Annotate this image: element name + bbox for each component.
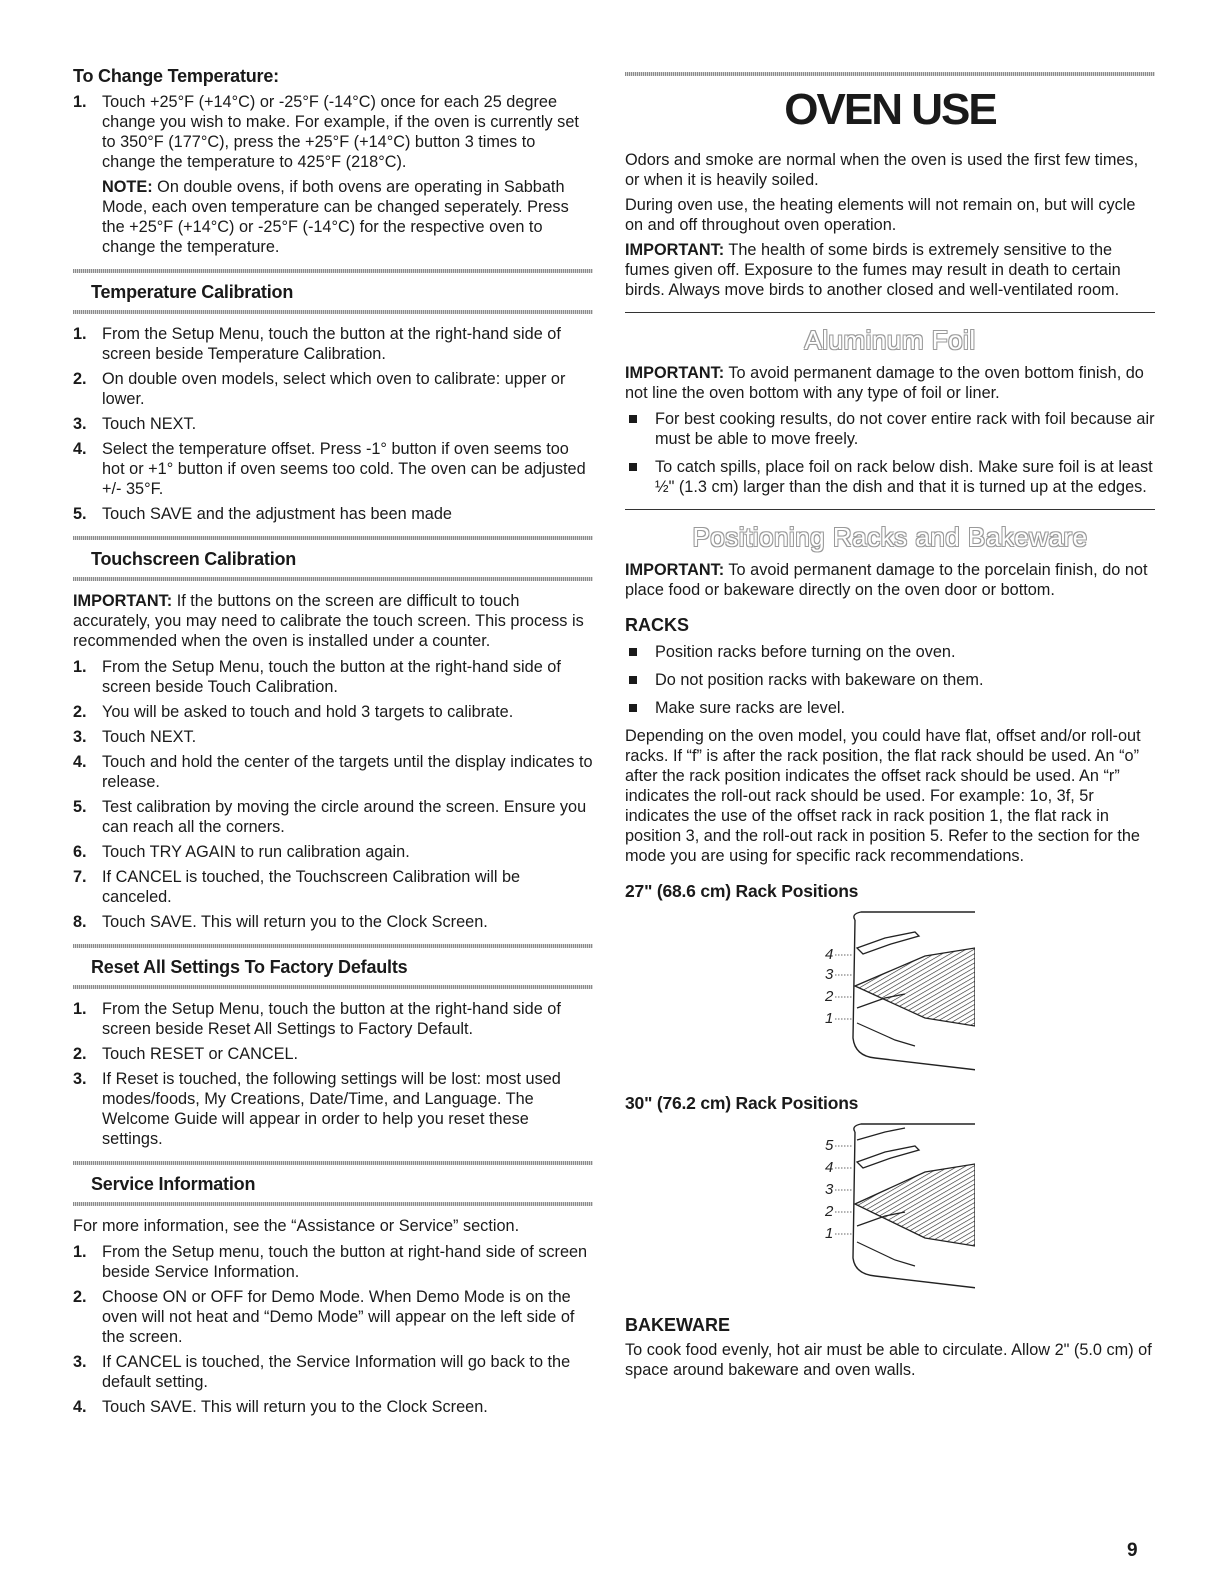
list-item <box>625 409 1155 449</box>
reset-settings-steps <box>73 999 593 1149</box>
list-item <box>73 797 593 837</box>
rack-label: 1 <box>825 1225 834 1242</box>
list-item <box>73 1044 593 1064</box>
temperature-calibration-header <box>73 269 593 314</box>
section-title: Service Information <box>91 1174 256 1194</box>
step-text: From the Setup menu, touch the button at right-hand side of screen beside Service Information. <box>102 1243 588 1281</box>
step-text: Touch TRY AGAIN to run calibration again. <box>102 843 410 861</box>
birds-important-paragraph <box>625 240 1155 300</box>
step-text: Touch +25°F (+14°C) or -25°F (-14°C) once for each 25 degree change you wish to make. For example, if the oven is currently set to 350°F (177°C), press the +25°F (+14°C) button 3 times to change the temperature to 425°F (218°C). <box>102 93 579 171</box>
list-item <box>73 912 593 932</box>
touchscreen-calibration-steps <box>73 657 593 932</box>
step-text: From the Setup Menu, touch the button at the right-hand side of screen beside Touch Calibration. <box>102 658 561 696</box>
list-item <box>73 727 593 747</box>
section-rule-bottom <box>73 310 593 314</box>
service-information-steps <box>73 1242 593 1417</box>
rack-label: 2 <box>825 1203 834 1220</box>
section-rule-bottom <box>73 577 593 581</box>
important-text: If the buttons on the screen are difficult to touch accurately, you may need to calibrate the touch screen. This process is recommended when the oven is installed under a counter. <box>73 592 584 650</box>
note-text: On double ovens, if both ovens are operating in Sabbath Mode, each oven temperature can be changed seperately. Press the +25°F (+14°C) or -25°F (-14°C) for the respective oven to change the temperature. <box>102 178 569 256</box>
step-text: Touch SAVE. This will return you to the Clock Screen. <box>102 1398 488 1416</box>
list-item <box>73 324 593 364</box>
section-rule-bottom <box>73 1202 593 1206</box>
section-divider <box>625 509 1155 510</box>
step-number: 1. <box>73 1243 87 1261</box>
list-item <box>625 457 1155 497</box>
important-text: To avoid permanent damage to the porcelain finish, do not place food or bakeware directly on the oven door or bottom. <box>625 561 1148 599</box>
step-number: 1. <box>73 325 87 343</box>
list-item <box>73 439 593 499</box>
step-text: If CANCEL is touched, the Service Information will go back to the default setting. <box>102 1353 571 1391</box>
list-item <box>73 1069 593 1149</box>
step-text: From the Setup Menu, touch the button at the right-hand side of screen beside Temperature Calibration. <box>102 325 561 363</box>
list-item <box>73 702 593 722</box>
temperature-calibration-steps <box>73 324 593 524</box>
list-item <box>625 642 1155 662</box>
step-text: You will be asked to touch and hold 3 targets to calibrate. <box>102 703 514 721</box>
list-item <box>73 92 593 172</box>
right-column <box>625 64 1155 1385</box>
important-label: IMPORTANT: <box>625 241 725 259</box>
list-item <box>73 999 593 1039</box>
important-label: IMPORTANT: <box>625 364 725 382</box>
change-temperature-heading: To Change Temperature: <box>73 66 279 86</box>
list-item <box>73 1397 593 1417</box>
bullet-text: Position racks before turning on the oven. <box>655 643 956 661</box>
rack-positions-30-heading: 30" (76.2 cm) Rack Positions <box>625 1093 859 1113</box>
rack-label: 5 <box>825 1137 834 1154</box>
step-number: 3. <box>73 1353 87 1371</box>
bakeware-heading: BAKEWARE <box>625 1315 731 1335</box>
list-item <box>73 657 593 697</box>
list-item <box>73 752 593 792</box>
step-number: 4. <box>73 440 87 458</box>
service-information-header <box>73 1161 593 1206</box>
list-item <box>625 698 1155 718</box>
bullet-square-icon <box>629 463 637 471</box>
bullet-square-icon <box>629 704 637 712</box>
bullet-text: Make sure racks are level. <box>655 699 846 717</box>
section-divider <box>625 312 1155 313</box>
step-number: 4. <box>73 1398 87 1416</box>
foil-important-paragraph <box>625 363 1155 403</box>
step-number: 2. <box>73 1288 87 1306</box>
step-number: 2. <box>73 370 87 388</box>
aluminum-foil-title: Aluminum Foil <box>804 325 976 355</box>
touchscreen-important-paragraph <box>73 591 593 651</box>
rack-positions-27-heading: 27" (68.6 cm) Rack Positions <box>625 881 859 901</box>
list-item <box>73 842 593 862</box>
step-number: 3. <box>73 1070 87 1088</box>
bullet-text: For best cooking results, do not cover entire rack with foil because air must be able to move freely. <box>655 410 1155 448</box>
list-item <box>73 369 593 409</box>
positioning-racks-title: Positioning Racks and Bakeware <box>692 522 1088 552</box>
step-text: Touch NEXT. <box>102 415 197 433</box>
step-number: 8. <box>73 913 87 931</box>
step-number: 6. <box>73 843 87 861</box>
rack-label: 4 <box>825 946 834 963</box>
bullet-square-icon <box>629 648 637 656</box>
step-text: Choose ON or OFF for Demo Mode. When Demo Mode is on the oven will not heat and “Demo Mode” will appear on the left side of the screen. <box>102 1288 575 1346</box>
bullet-text: Do not position racks with bakeware on them. <box>655 671 984 689</box>
step-text: If CANCEL is touched, the Touchscreen Calibration will be canceled. <box>102 868 521 906</box>
racks-important-paragraph <box>625 560 1155 600</box>
step-text: Touch and hold the center of the targets until the display indicates to release. <box>102 753 593 791</box>
section-title: Reset All Settings To Factory Defaults <box>91 957 408 977</box>
step-number: 7. <box>73 868 87 886</box>
rack-label: 4 <box>825 1159 834 1176</box>
top-rule <box>625 72 1155 76</box>
bullet-text: To catch spills, place foil on rack below dish. Make sure foil is at least ½" (1.3 cm) larger than the dish and that it is turned up at the edges. <box>655 458 1153 496</box>
oven-rack-30-icon <box>805 1120 975 1290</box>
rack-label: 2 <box>825 988 834 1005</box>
step-number: 3. <box>73 415 87 433</box>
bakeware-paragraph: To cook food evenly, hot air must be able to circulate. Allow 2" (5.0 cm) of space around bakeware and oven walls. <box>625 1341 1152 1379</box>
step-text: Touch SAVE and the adjustment has been made <box>102 505 452 523</box>
section-title: Touchscreen Calibration <box>91 549 297 569</box>
list-item <box>625 670 1155 690</box>
page-title: OVEN USE <box>784 85 996 134</box>
list-item <box>73 1242 593 1282</box>
bullet-square-icon <box>629 676 637 684</box>
step-text: Touch SAVE. This will return you to the Clock Screen. <box>102 913 488 931</box>
section-rule-bottom <box>73 985 593 989</box>
important-label: IMPORTANT: <box>73 592 173 610</box>
note-paragraph <box>73 177 593 257</box>
list-item <box>73 1287 593 1347</box>
change-temperature-steps <box>73 92 593 172</box>
foil-bullets <box>625 409 1155 497</box>
section-title: Temperature Calibration <box>91 282 294 302</box>
step-number: 2. <box>73 703 87 721</box>
rack-positions-27-figure <box>625 908 1155 1078</box>
step-text: On double oven models, select which oven to calibrate: upper or lower. <box>102 370 566 408</box>
oven-rack-27-icon <box>805 908 975 1073</box>
rack-label: 3 <box>825 1181 834 1198</box>
note-label: NOTE: <box>102 178 153 196</box>
paragraph: During oven use, the heating elements will not remain on, but will cycle on and off throughout oven operation. <box>625 196 1136 234</box>
racks-heading: RACKS <box>625 615 690 635</box>
service-intro: For more information, see the “Assistance or Service” section. <box>73 1217 520 1235</box>
step-number: 3. <box>73 728 87 746</box>
step-number: 5. <box>73 798 87 816</box>
list-item <box>73 504 593 524</box>
step-number: 5. <box>73 505 87 523</box>
rack-label: 3 <box>825 966 834 983</box>
important-label: IMPORTANT: <box>625 561 725 579</box>
step-text: If Reset is touched, the following settings will be lost: most used modes/foods, My Creations, Date/Time, and Language. The Welcome Guide will appear in order to help you reset these settings. <box>102 1070 561 1148</box>
step-number: 1. <box>73 658 87 676</box>
touchscreen-calibration-header <box>73 536 593 581</box>
bullet-square-icon <box>629 415 637 423</box>
step-number: 2. <box>73 1045 87 1063</box>
list-item <box>73 867 593 907</box>
important-text: To avoid permanent damage to the oven bottom finish, do not line the oven bottom with any type of foil or liner. <box>625 364 1144 402</box>
step-text: Test calibration by moving the circle around the screen. Ensure you can reach all the corners. <box>102 798 587 836</box>
step-number: 1. <box>73 1000 87 1018</box>
list-item <box>73 414 593 434</box>
list-item <box>73 1352 593 1392</box>
racks-paragraph: Depending on the oven model, you could have flat, offset and/or roll-out racks. If “f” is after the rack position, the flat rack should be used. An “o” after the rack position indicates the offset rack should be used. An “r” indicates the roll-out rack should be used. For example: 1o, 3f, 5r indicates the use of the offset rack in rack position 1, the flat rack in position 3, and the roll-out rack in position 5. Refer to the section for the mode you are using for specific rack recommendations. <box>625 727 1141 865</box>
step-text: From the Setup Menu, touch the button at the right-hand side of screen beside Reset All Settings to Factory Default. <box>102 1000 561 1038</box>
step-text: Touch NEXT. <box>102 728 197 746</box>
step-number: 4. <box>73 753 87 771</box>
step-text: Touch RESET or CANCEL. <box>102 1045 299 1063</box>
paragraph: Odors and smoke are normal when the oven is used the first few times, or when it is heavily soiled. <box>625 151 1139 189</box>
rack-label: 1 <box>825 1010 834 1027</box>
step-text: Select the temperature offset. Press -1° button if oven seems too hot or +1° button if oven seems too cold. The oven can be adjusted +/- 35°F. <box>102 440 586 498</box>
important-text: The health of some birds is extremely sensitive to the fumes given off. Exposure to the fumes may result in death to certain birds. Always move birds to another closed and well-ventilated room. <box>625 241 1121 299</box>
page-number: 9 <box>1127 1540 1138 1561</box>
racks-bullets <box>625 642 1155 718</box>
left-column <box>73 64 593 1422</box>
step-number: 1. <box>73 93 87 111</box>
rack-positions-30-figure <box>625 1120 1155 1300</box>
reset-settings-header <box>73 944 593 989</box>
